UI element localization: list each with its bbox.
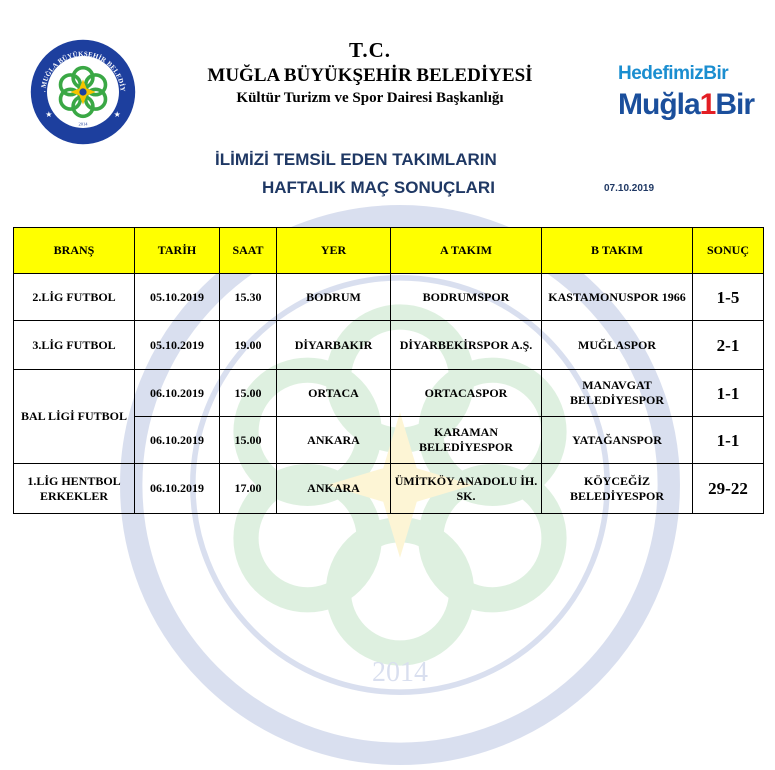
header-brans: BRANŞ [14, 228, 135, 274]
slogan-top: HedefimizBir [618, 63, 729, 84]
page-title-line2: HAFTALIK MAÇ SONUÇLARI [262, 178, 495, 197]
table-row [14, 370, 764, 417]
org-line-tc: T.C. [348, 38, 392, 62]
table-header-row [14, 228, 764, 274]
cell-sonuc: 1-1 [693, 417, 764, 464]
svg-text:★: ★ [45, 110, 53, 120]
cell-tarih: 05.10.2019 [135, 274, 220, 321]
cell-a-takim: ÜMİTKÖY ANADOLU İH. SK. [391, 464, 542, 514]
cell-brans: 1.LİG HENTBOL ERKEKLER [14, 464, 135, 514]
header-yer: YER [277, 228, 391, 274]
cell-b-takim: MUĞLASPOR [542, 321, 693, 370]
cell-tarih: 06.10.2019 [135, 464, 220, 514]
cell-saat: 15.00 [220, 417, 277, 464]
cell-brans: 3.LİG FUTBOL [14, 321, 135, 370]
cell-sonuc: 2-1 [693, 321, 764, 370]
org-line-municipality: MUĞLA BÜYÜKŞEHİR BELEDİYESİ [207, 65, 533, 86]
cell-b-takim: KASTAMONUSPOR 1966 [542, 274, 693, 321]
header-sonuc: SONUÇ [693, 228, 764, 274]
cell-yer: ANKARA [277, 464, 391, 514]
slogan-bottom-c: Bir [715, 88, 755, 121]
page-title-line1: İLİMİZİ TEMSİL EDEN TAKIMLARIN [215, 150, 497, 169]
cell-sonuc: 29-22 [693, 464, 764, 514]
svg-text:2014: 2014 [78, 121, 88, 127]
cell-saat: 15.30 [220, 274, 277, 321]
slogan-bottom-b: 1 [699, 88, 716, 121]
cell-yer: BODRUM [277, 274, 391, 321]
cell-saat: 17.00 [220, 464, 277, 514]
header-b-takim: B TAKIM [542, 228, 693, 274]
cell-a-takim: ORTACASPOR [391, 370, 542, 417]
cell-a-takim: KARAMAN BELEDİYESPOR [391, 417, 542, 464]
organization-header [160, 38, 580, 108]
cell-saat: 15.00 [220, 370, 277, 417]
report-date: 07.10.2019 [604, 183, 655, 194]
cell-b-takim: YATAĞANSPOR [542, 417, 693, 464]
table-row [14, 321, 764, 370]
header-saat: SAAT [220, 228, 277, 274]
cell-sonuc: 1-5 [693, 274, 764, 321]
cell-tarih: 06.10.2019 [135, 417, 220, 464]
cell-yer: DİYARBAKIR [277, 321, 391, 370]
cell-brans: BAL LİGİ FUTBOL [14, 370, 135, 464]
cell-brans: 2.LİG FUTBOL [14, 274, 135, 321]
cell-sonuc: 1-1 [693, 370, 764, 417]
svg-text:2014: 2014 [372, 657, 428, 688]
cell-yer: ANKARA [277, 417, 391, 464]
slogan-logo [618, 63, 755, 122]
cell-yer: ORTACA [277, 370, 391, 417]
table-row [14, 464, 764, 514]
slogan-bottom-a: Muğla [618, 88, 700, 121]
cell-b-takim: KÖYCEĞİZ BELEDİYESPOR [542, 464, 693, 514]
cell-a-takim: DİYARBEKİRSPOR A.Ş. [391, 321, 542, 370]
header-tarih: TARİH [135, 228, 220, 274]
cell-a-takim: BODRUMSPOR [391, 274, 542, 321]
slogan-bottom [618, 88, 755, 122]
cell-saat: 19.00 [220, 321, 277, 370]
cell-tarih: 06.10.2019 [135, 370, 220, 417]
match-results-table [13, 227, 764, 514]
svg-text:★: ★ [113, 110, 121, 120]
table-row [14, 274, 764, 321]
cell-b-takim: MANAVGAT BELEDİYESPOR [542, 370, 693, 417]
org-line-department: Kültür Turizm ve Spor Dairesi Başkanlığı [236, 90, 504, 106]
header-a-takim: A TAKIM [391, 228, 542, 274]
svg-text:T.C. MUĞLA BÜYÜKŞEHİR BELEDİYE: . MUĞLA BÜYÜKŞEHİR BELEDİY [40, 50, 126, 93]
municipality-seal-icon [29, 38, 137, 146]
cell-tarih: 05.10.2019 [135, 321, 220, 370]
